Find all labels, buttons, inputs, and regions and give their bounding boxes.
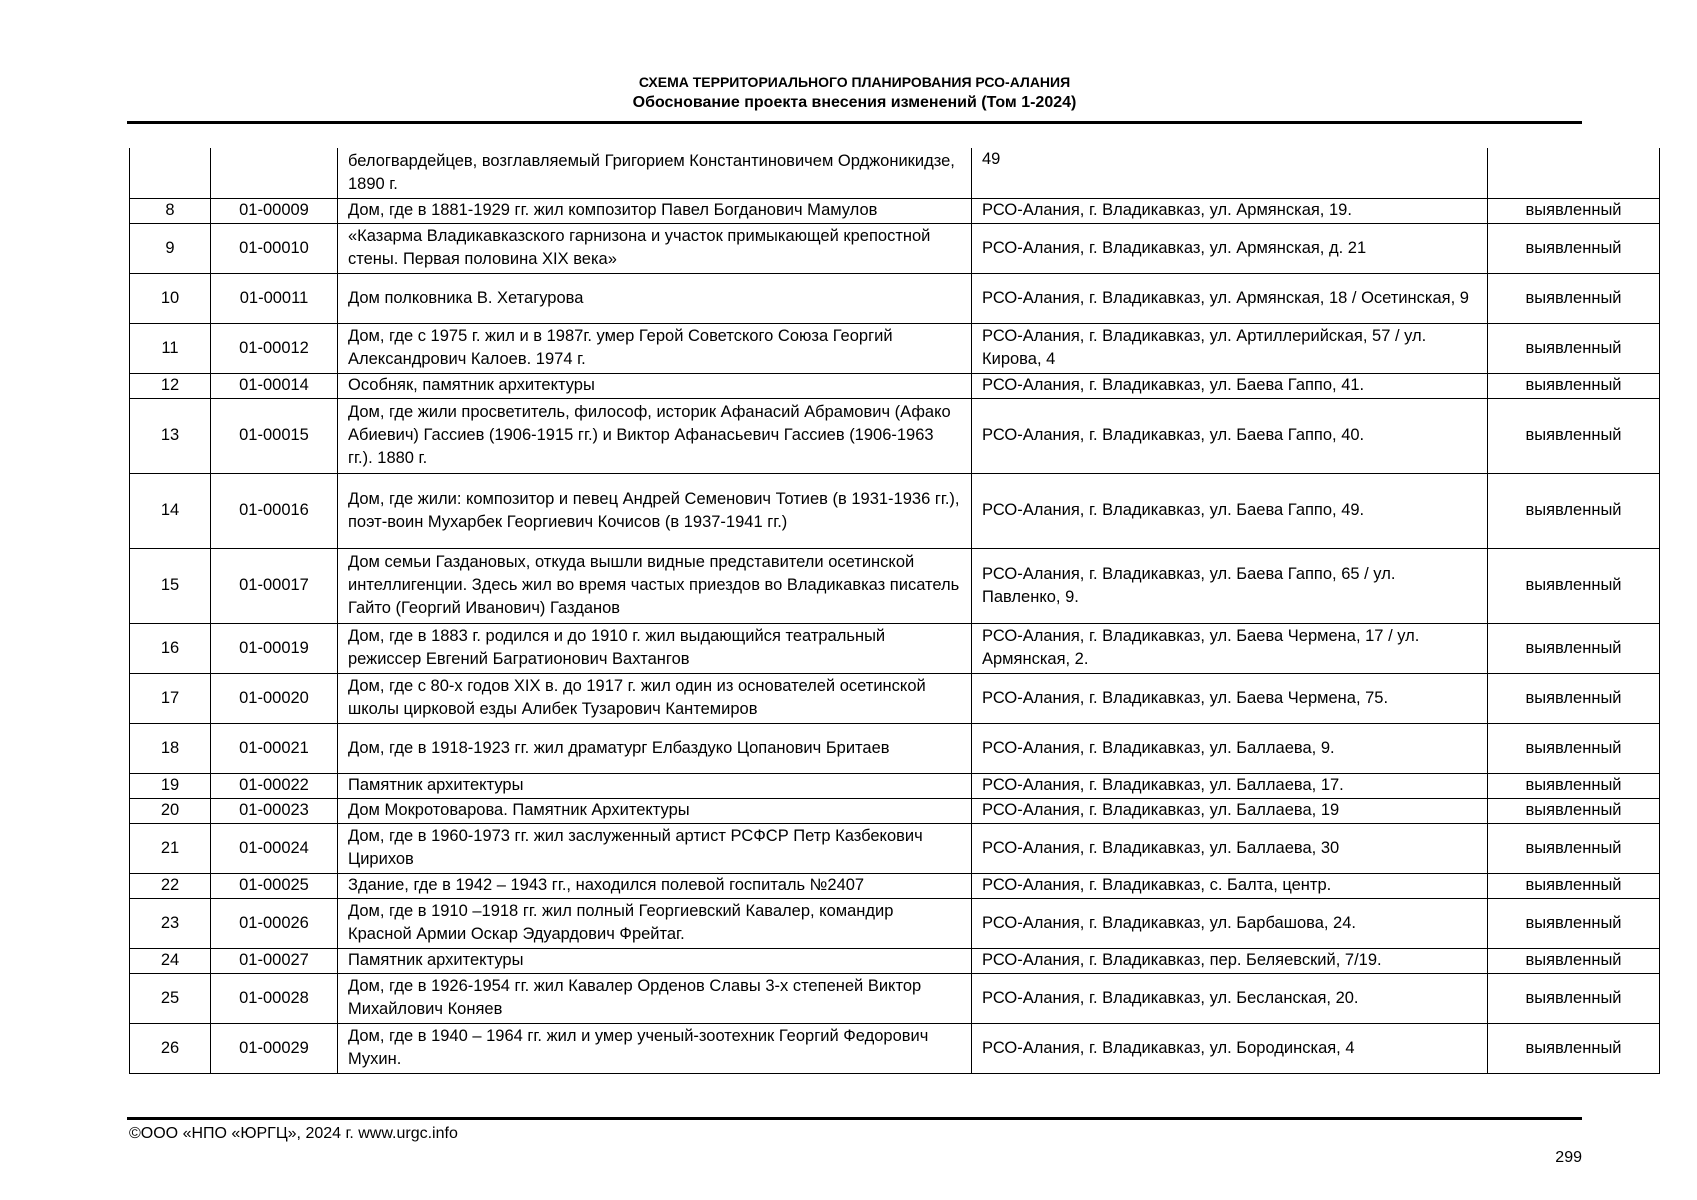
- table-row: [130, 323, 1660, 373]
- table-row: [130, 873, 1660, 898]
- page-number: 299: [1555, 1149, 1582, 1166]
- object-name-cell: Дом, где в 1926-1954 гг. жил Кавалер Орденов Славы 3-х степеней Виктор Михайлович Коняев: [338, 973, 972, 1023]
- object-address-cell: РСО-Алания, г. Владикавказ, ул. Баллаева, 30: [972, 823, 1488, 873]
- object-status-cell: выявленный: [1488, 373, 1660, 398]
- object-address-cell: РСО-Алания, г. Владикавказ, ул. Артиллерийская, 57 / ул. Кирова, 4: [972, 323, 1488, 373]
- table-row: [130, 973, 1660, 1023]
- row-number-cell: 8: [130, 198, 211, 223]
- table-row: [130, 398, 1660, 473]
- row-number-cell: 21: [130, 823, 211, 873]
- row-number-cell: 13: [130, 398, 211, 473]
- object-status-cell: [1488, 148, 1660, 198]
- row-number-cell: 20: [130, 798, 211, 823]
- object-name-cell: Дом, где в 1918-1923 гг. жил драматург Елбаздуко Цопанович Бритаев: [338, 723, 972, 773]
- document-subtitle: Обоснование проекта внесения изменений (Том 1-2024): [632, 94, 1077, 111]
- object-name-cell: Здание, где в 1942 – 1943 гг., находился полевой госпиталь №2407: [338, 873, 972, 898]
- object-status-cell: выявленный: [1488, 273, 1660, 323]
- object-address-cell: РСО-Алания, г. Владикавказ, ул. Барбашова, 24.: [972, 898, 1488, 948]
- row-number-cell: 17: [130, 673, 211, 723]
- registry-code-cell: 01-00016: [211, 473, 338, 548]
- row-number-cell: 16: [130, 623, 211, 673]
- object-address-cell: РСО-Алания, г. Владикавказ, ул. Баева Гаппо, 40.: [972, 398, 1488, 473]
- row-number-cell: 14: [130, 473, 211, 548]
- registry-code-cell: 01-00012: [211, 323, 338, 373]
- object-name-cell: Памятник архитектуры: [338, 948, 972, 973]
- object-status-cell: выявленный: [1488, 323, 1660, 373]
- table-row: [130, 198, 1660, 223]
- table-row: [130, 798, 1660, 823]
- object-address-cell: РСО-Алания, г. Владикавказ, ул. Баева Чермена, 17 / ул. Армянская, 2.: [972, 623, 1488, 673]
- object-address-cell: РСО-Алания, г. Владикавказ, ул. Баллаева, 17.: [972, 773, 1488, 798]
- object-status-cell: выявленный: [1488, 473, 1660, 548]
- object-name-cell: Памятник архитектуры: [338, 773, 972, 798]
- registry-code-cell: 01-00010: [211, 223, 338, 273]
- object-status-cell: выявленный: [1488, 223, 1660, 273]
- row-number-cell: 22: [130, 873, 211, 898]
- object-name-cell: Дом, где с 1975 г. жил и в 1987г. умер Герой Советского Союза Георгий Александрович Калоев. 1974 г.: [338, 323, 972, 373]
- object-status-cell: выявленный: [1488, 723, 1660, 773]
- registry-code-cell: 01-00028: [211, 973, 338, 1023]
- object-address-cell: РСО-Алания, г. Владикавказ, ул. Баллаева, 9.: [972, 723, 1488, 773]
- object-status-cell: выявленный: [1488, 1023, 1660, 1073]
- object-status-cell: выявленный: [1488, 773, 1660, 798]
- registry-code-cell: 01-00023: [211, 798, 338, 823]
- object-status-cell: выявленный: [1488, 398, 1660, 473]
- row-number-cell: 23: [130, 898, 211, 948]
- row-number-cell: 10: [130, 273, 211, 323]
- object-name-cell: Дом, где жили: композитор и певец Андрей Семенович Тотиев (в 1931-1936 гг.), поэт-воин Мухарбек Георгиевич Кочисов (в 1937-1941 гг.): [338, 473, 972, 548]
- object-address-cell: РСО-Алания, г. Владикавказ, пер. Беляевский, 7/19.: [972, 948, 1488, 973]
- table-row: [130, 948, 1660, 973]
- table-row: [130, 823, 1660, 873]
- object-address-cell: РСО-Алания, г. Владикавказ, ул. Армянская, 18 / Осетинская, 9: [972, 273, 1488, 323]
- table-row: [130, 548, 1660, 623]
- object-address-cell: РСО-Алания, г. Владикавказ, ул. Армянская, д. 21: [972, 223, 1488, 273]
- registry-code-cell: 01-00009: [211, 198, 338, 223]
- registry-code-cell: 01-00025: [211, 873, 338, 898]
- object-address-cell: РСО-Алания, г. Владикавказ, ул. Баллаева, 19: [972, 798, 1488, 823]
- header-divider: [127, 121, 1582, 124]
- registry-code-cell: 01-00029: [211, 1023, 338, 1073]
- registry-code-cell: 01-00024: [211, 823, 338, 873]
- object-name-cell: Дом, где в 1881-1929 гг. жил композитор Павел Богданович Мамулов: [338, 198, 972, 223]
- registry-code-cell: 01-00022: [211, 773, 338, 798]
- table-row: [130, 773, 1660, 798]
- registry-code-cell: 01-00021: [211, 723, 338, 773]
- registry-code-cell: 01-00027: [211, 948, 338, 973]
- registry-code-cell: 01-00015: [211, 398, 338, 473]
- table-row: [130, 223, 1660, 273]
- object-name-cell: Дом, где жили просветитель, философ, историк Афанасий Абрамович (Афако Абиевич) Гассиев (1906-1915 гг.) и Виктор Афанасьевич Гассиев (1906-1963 гг.). 1880 г.: [338, 398, 972, 473]
- object-name-cell: Дом, где в 1940 – 1964 гг. жил и умер ученый-зоотехник Георгий Федорович Мухин.: [338, 1023, 972, 1073]
- registry-code-cell: [211, 148, 338, 198]
- row-number-cell: 24: [130, 948, 211, 973]
- registry-code-cell: 01-00017: [211, 548, 338, 623]
- object-status-cell: выявленный: [1488, 948, 1660, 973]
- registry-code-cell: 01-00020: [211, 673, 338, 723]
- object-name-cell: Дом, где с 80-х годов XIX в. до 1917 г. жил один из основателей осетинской школы цирковой езды Алибек Тузарович Кантемиров: [338, 673, 972, 723]
- object-status-cell: выявленный: [1488, 973, 1660, 1023]
- footer-divider: [127, 1117, 1582, 1120]
- object-status-cell: выявленный: [1488, 673, 1660, 723]
- row-number-cell: 19: [130, 773, 211, 798]
- row-number-cell: 12: [130, 373, 211, 398]
- table-row: [130, 723, 1660, 773]
- row-number-cell: 11: [130, 323, 211, 373]
- registry-code-cell: 01-00019: [211, 623, 338, 673]
- object-name-cell: Дом полковника В. Хетагурова: [338, 273, 972, 323]
- object-address-cell: РСО-Алания, г. Владикавказ, ул. Бесланская, 20.: [972, 973, 1488, 1023]
- document-title: СХЕМА ТЕРРИТОРИАЛЬНОГО ПЛАНИРОВАНИЯ РСО-АЛАНИЯ: [638, 74, 1071, 90]
- row-number-cell: 18: [130, 723, 211, 773]
- table-row: [130, 373, 1660, 398]
- object-address-cell: 49: [972, 148, 1488, 198]
- row-number-cell: 25: [130, 973, 211, 1023]
- object-name-cell: белогвардейцев, возглавляемый Григорием Константиновичем Орджоникидзе, 1890 г.: [338, 148, 972, 198]
- object-address-cell: РСО-Алания, г. Владикавказ, ул. Армянская, 19.: [972, 198, 1488, 223]
- object-status-cell: выявленный: [1488, 873, 1660, 898]
- object-address-cell: РСО-Алания, г. Владикавказ, ул. Баева Гаппо, 65 / ул. Павленко, 9.: [972, 548, 1488, 623]
- registry-code-cell: 01-00026: [211, 898, 338, 948]
- object-status-cell: выявленный: [1488, 798, 1660, 823]
- table-row: [130, 898, 1660, 948]
- object-address-cell: РСО-Алания, г. Владикавказ, ул. Баева Гаппо, 49.: [972, 473, 1488, 548]
- object-name-cell: Дом, где в 1910 –1918 гг. жил полный Георгиевский Кавалер, командир Красной Армии Оскар Эдуардович Фрейтаг.: [338, 898, 972, 948]
- table-row: [130, 473, 1660, 548]
- object-status-cell: выявленный: [1488, 198, 1660, 223]
- object-address-cell: РСО-Алания, г. Владикавказ, с. Балта, центр.: [972, 873, 1488, 898]
- table-row: [130, 148, 1660, 198]
- object-address-cell: РСО-Алания, г. Владикавказ, ул. Баева Чермена, 75.: [972, 673, 1488, 723]
- row-number-cell: [130, 148, 211, 198]
- object-address-cell: РСО-Алания, г. Владикавказ, ул. Бородинская, 4: [972, 1023, 1488, 1073]
- row-number-cell: 15: [130, 548, 211, 623]
- object-name-cell: Дом семьи Газдановых, откуда вышли видные представители осетинской интеллигенции. Здесь жил во время частых приездов во Владикавказ писатель Гайто (Георгий Иванович) Газданов: [338, 548, 972, 623]
- object-status-cell: выявленный: [1488, 898, 1660, 948]
- row-number-cell: 26: [130, 1023, 211, 1073]
- registry-code-cell: 01-00011: [211, 273, 338, 323]
- object-address-cell: РСО-Алания, г. Владикавказ, ул. Баева Гаппо, 41.: [972, 373, 1488, 398]
- object-name-cell: «Казарма Владикавказского гарнизона и участок примыкающей крепостной стены. Первая половина XIX века»: [338, 223, 972, 273]
- object-name-cell: Дом, где в 1960-1973 гг. жил заслуженный артист РСФСР Петр Казбекович Цирихов: [338, 823, 972, 873]
- heritage-objects-table: [129, 148, 1660, 1074]
- table-body: [130, 148, 1660, 1073]
- object-name-cell: Дом Мокротоварова. Памятник Архитектуры: [338, 798, 972, 823]
- page-header: [127, 72, 1582, 114]
- object-status-cell: выявленный: [1488, 623, 1660, 673]
- table-row: [130, 1023, 1660, 1073]
- object-name-cell: Особняк, памятник архитектуры: [338, 373, 972, 398]
- object-status-cell: выявленный: [1488, 548, 1660, 623]
- object-status-cell: выявленный: [1488, 823, 1660, 873]
- table-row: [130, 673, 1660, 723]
- footer-copyright: ©ООО «НПО «ЮРГЦ», 2024 г. www.urgc.info: [129, 1125, 458, 1142]
- object-name-cell: Дом, где в 1883 г. родился и до 1910 г. жил выдающийся театральный режиссер Евгений Багратионович Вахтангов: [338, 623, 972, 673]
- row-number-cell: 9: [130, 223, 211, 273]
- registry-code-cell: 01-00014: [211, 373, 338, 398]
- table-row: [130, 273, 1660, 323]
- table-row: [130, 623, 1660, 673]
